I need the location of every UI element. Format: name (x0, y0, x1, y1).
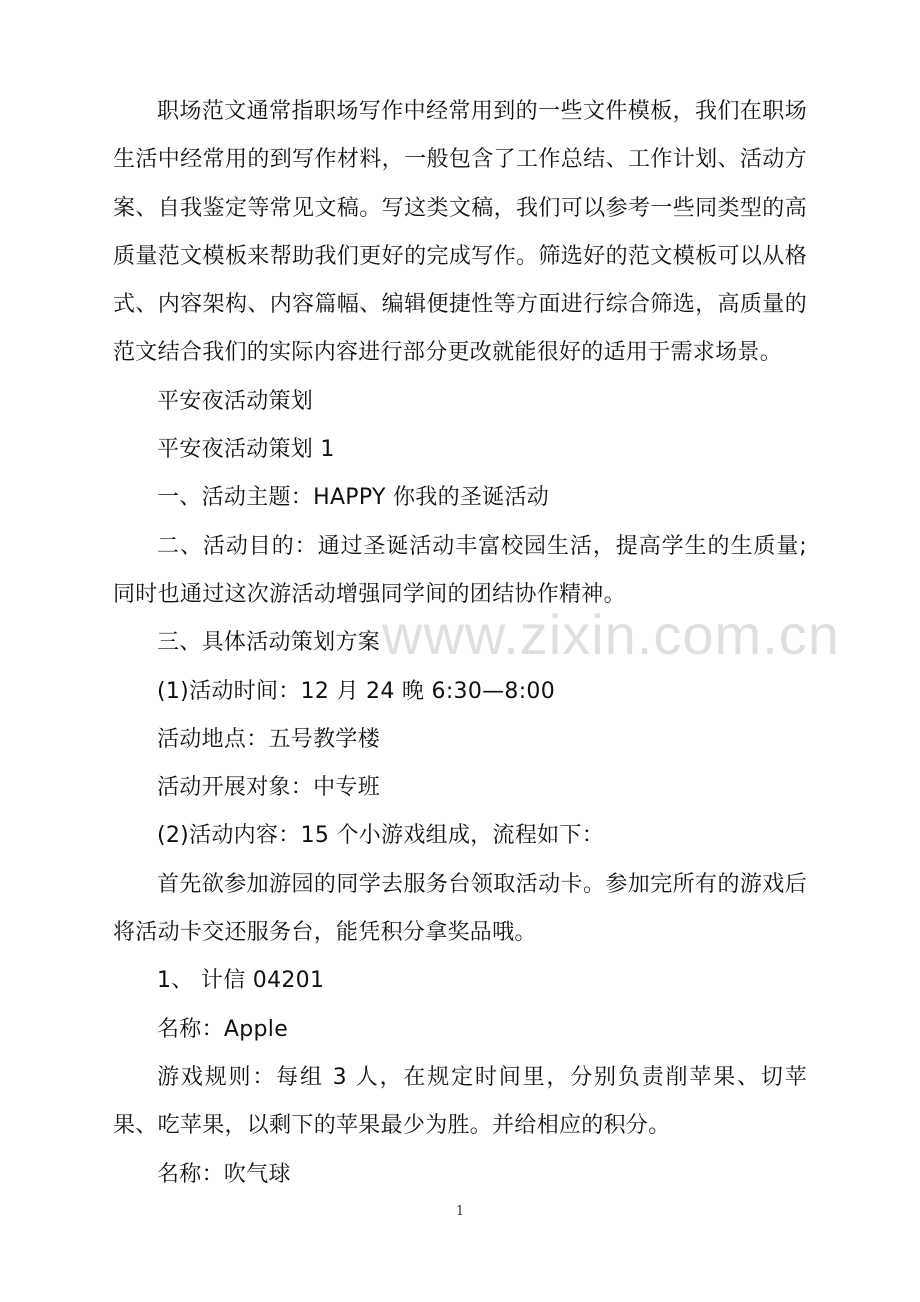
plan-heading: 三、具体活动策划方案 (157, 630, 381, 656)
section-heading: 平安夜活动策划 1 (157, 437, 335, 463)
intro-paragraph: 职场范文通常指职场写作中经常用到的一些文件模板，我们在职场生活中经常用的到写作材料，一般包含了工作总结、工作计划、活动方案、自我鉴定等常见文稿。写这类文稿，我们可以参考一些同类型的高质量范文模板来帮助我们更好的完成写作。筛选好的范文模板可以从格式、内容架构、内容篇幅、编辑便捷性等方面进行综合筛选，高质量的范文结合我们的实际内容进行部分更改就能很好的适用于需求场景。 (113, 99, 807, 366)
game-name: 名称：吹气球 (157, 1161, 291, 1187)
page-number: 1 (455, 1204, 465, 1219)
document-title: 平安夜活动策划 (157, 388, 314, 414)
activity-time: (1)活动时间：12 月 24 晚 6:30—8:00 (157, 678, 556, 704)
watermark: www.zixin.com.cn (382, 603, 840, 666)
activity-purpose: 二、活动目的：通过圣诞活动丰富校园生活，提高学生的生质量;同时也通过这次游活动增强同学间的团结协作精神。 (113, 533, 807, 607)
activity-theme: 一、活动主题：HAPPY 你我的圣诞活动 (157, 485, 550, 511)
activity-content: (2)活动内容：15 个小游戏组成，流程如下： (157, 823, 605, 849)
process-description: 首先欲参加游园的同学去服务台领取活动卡。参加完所有的游戏后将活动卡交还服务台，能凭积分拿奖品哦。 (113, 871, 807, 946)
game-class-item: 1、 计信 04201 (157, 968, 325, 994)
activity-location: 活动地点：五号教学楼 (157, 726, 381, 752)
game-name: 名称：Apple (157, 1016, 289, 1042)
activity-target: 活动开展对象：中专班 (157, 775, 381, 801)
game-rules: 游戏规则：每组 3 人，在规定时间里，分别负责削苹果、切苹果、吃苹果，以剩下的苹果最少为胜。并给相应的积分。 (113, 1064, 807, 1139)
